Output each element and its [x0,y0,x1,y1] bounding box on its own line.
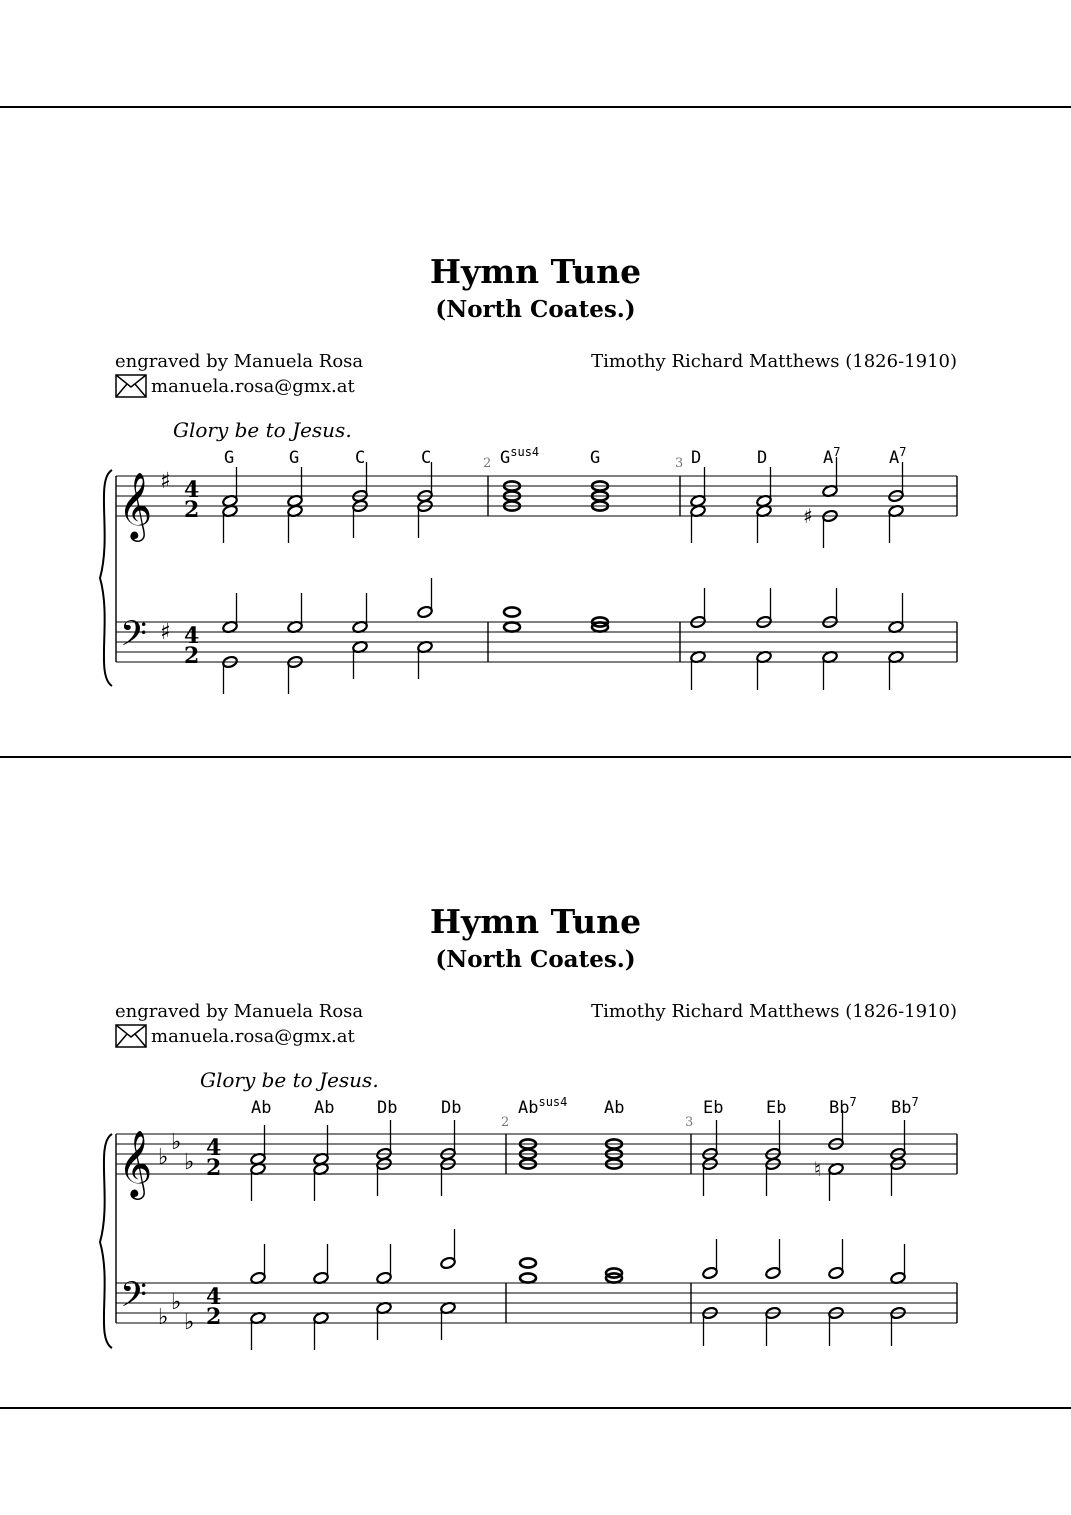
composer-credit: Timothy Richard Matthews (1826-1910) [591,351,957,372]
whole-note [520,1273,536,1282]
chord-symbol: C [355,448,366,468]
treble-clef-icon: 𝄞 [118,1129,153,1197]
chord-symbol: $A^7$ [889,445,907,468]
engraver-credit: engraved by Manuela Rosa [115,1001,364,1022]
chord-symbol: $G^{sus4}$ [500,445,540,468]
measure-number: 3 [675,456,684,471]
chord-symbol: Db [441,1098,462,1118]
svg-text:4: 4 [206,1284,222,1310]
bass-staff [116,622,957,662]
engraver-credit: engraved by Manuela Rosa [115,351,364,372]
score-title: Hymn Tune [429,902,642,941]
email-line [115,374,355,398]
music-system-1 [0,440,1071,700]
measure-number: 2 [483,456,492,471]
svg-text:4: 4 [184,477,200,503]
svg-text:2: 2 [184,643,200,669]
chord-symbol: D [757,448,768,468]
email-address[interactable]: manuela.rosa@gmx.at [151,1025,355,1047]
svg-text:2: 2 [206,1155,222,1181]
envelope-icon [115,374,147,398]
email-address[interactable]: manuela.rosa@gmx.at [151,375,355,397]
flat-icon: ♭ [184,1310,195,1335]
svg-text:2: 2 [184,497,200,523]
grand-staff-brace [100,1134,112,1348]
chord-symbol: Bb$^7$ [829,1095,857,1118]
natural-icon: ♮ [814,1157,822,1181]
time-signature-bass [206,1284,221,1330]
sharp-icon: ♯ [160,469,171,494]
flat-icon: ♭ [171,1130,182,1155]
key-signature-bass [158,1290,194,1335]
chord-symbol: Db [377,1098,398,1118]
score-title: Hymn Tune [429,252,642,291]
chord-symbol: Ab [314,1098,335,1118]
chord-symbol: Eb [703,1098,724,1118]
page-divider-top [0,106,1071,108]
time-signature-bass [184,623,199,669]
flat-icon: ♭ [184,1150,195,1175]
time-signature-treble [206,1135,221,1181]
notes [250,1110,906,1350]
half-note [417,605,433,618]
half-note [702,1266,718,1279]
half-note [440,1256,456,1269]
bass-clef-icon: 𝄢 [120,1274,148,1323]
sharp-icon: ♯ [160,620,171,645]
page-divider-middle [0,756,1071,758]
svg-text:4: 4 [184,623,200,649]
email-line [115,1024,355,1048]
flat-icon: ♭ [158,1145,169,1170]
chord-symbol: C [421,448,432,468]
chord-symbol: G [590,448,601,468]
time-signature-treble [184,477,199,523]
svg-text:2: 2 [206,1304,222,1330]
chord-symbol: $Ab^{sus4}$ [518,1095,568,1118]
half-note [828,1266,844,1279]
chord-symbol: Eb [766,1098,787,1118]
whole-note [520,1258,536,1267]
score-subtitle: (North Coates.) [435,296,636,323]
half-note [765,1266,781,1279]
flat-icon: ♭ [171,1290,182,1315]
sharp-icon: ♯ [803,504,813,528]
whole-note [504,622,520,631]
tempo-marking: Glory be to Jesus. [173,418,352,442]
measure-number: 2 [501,1115,510,1130]
composer-credit: Timothy Richard Matthews (1826-1910) [591,1001,957,1022]
svg-text:4: 4 [206,1135,222,1161]
bass-clef-icon: 𝄢 [120,613,148,662]
chord-symbol: Ab [251,1098,272,1118]
music-system-2 [0,1090,1071,1350]
chord-symbol: D [691,448,702,468]
whole-note [504,607,520,616]
treble-clef-icon: 𝄞 [118,471,153,539]
chord-symbol: Bb$^7$ [891,1095,919,1118]
grand-staff-brace [100,470,112,686]
chord-symbol: G [289,448,300,468]
chord-symbol: $A^7$ [823,445,841,468]
chord-symbol: G [224,448,235,468]
key-signature-treble [158,1130,194,1175]
envelope-icon [115,1024,147,1048]
measure-number: 3 [685,1115,694,1130]
notes [222,457,904,694]
chord-symbols [251,1095,919,1118]
chord-symbol: Ab [604,1098,625,1118]
score-subtitle: (North Coates.) [435,946,636,973]
page-divider-bottom [0,1407,1071,1409]
flat-icon: ♭ [158,1305,169,1330]
chord-symbols [224,445,906,468]
tempo-marking: Glory be to Jesus. [200,1068,379,1092]
